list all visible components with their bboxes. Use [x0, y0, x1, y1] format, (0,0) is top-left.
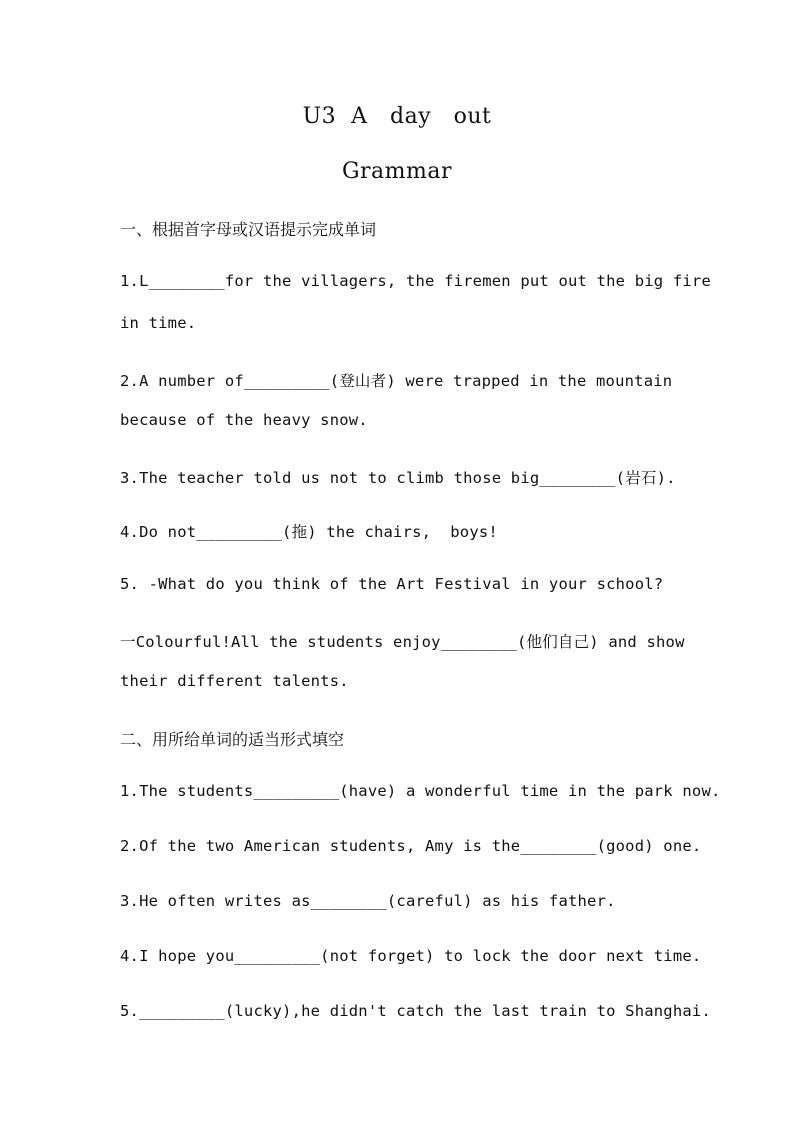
exercise-line: in time.: [120, 314, 197, 332]
exercise-line: 5. -What do you think of the Art Festival in your school?: [120, 575, 664, 593]
section-heading-2: 二、用所给单词的适当形式填空: [120, 730, 345, 749]
exercise-line: 5._________(lucky),he didn't catch the last train to Shanghai.: [120, 1002, 711, 1020]
exercise-line: 1.The students_________(have) a wonderful time in the park now.: [120, 782, 721, 800]
exercise-line: their different talents.: [120, 672, 349, 690]
exercise-line: 1.L________for the villagers, the firemen put out the big fire: [120, 272, 711, 290]
page-title: U3 A day out: [302, 104, 492, 129]
exercise-line: because of the heavy snow.: [120, 411, 368, 429]
page-subtitle: Grammar: [341, 159, 453, 184]
exercise-line: 4.Do not_________(拖) the chairs, boys!: [120, 523, 498, 541]
section-heading-1: 一、根据首字母或汉语提示完成单词: [120, 220, 377, 239]
exercise-line: 一Colourful!All the students enjoy________(他们自己) and show: [120, 633, 685, 651]
exercise-line: 3.The teacher told us not to climb those big________(岩石).: [120, 469, 676, 487]
exercise-line: 2.Of the two American students, Amy is the________(good) one.: [120, 837, 702, 855]
exercise-line: 2.A number of_________(登山者) were trapped in the mountain: [120, 372, 673, 390]
exercise-line: 3.He often writes as________(careful) as his father.: [120, 892, 616, 910]
exercise-line: 4.I hope you_________(not forget) to lock the door next time.: [120, 947, 702, 965]
